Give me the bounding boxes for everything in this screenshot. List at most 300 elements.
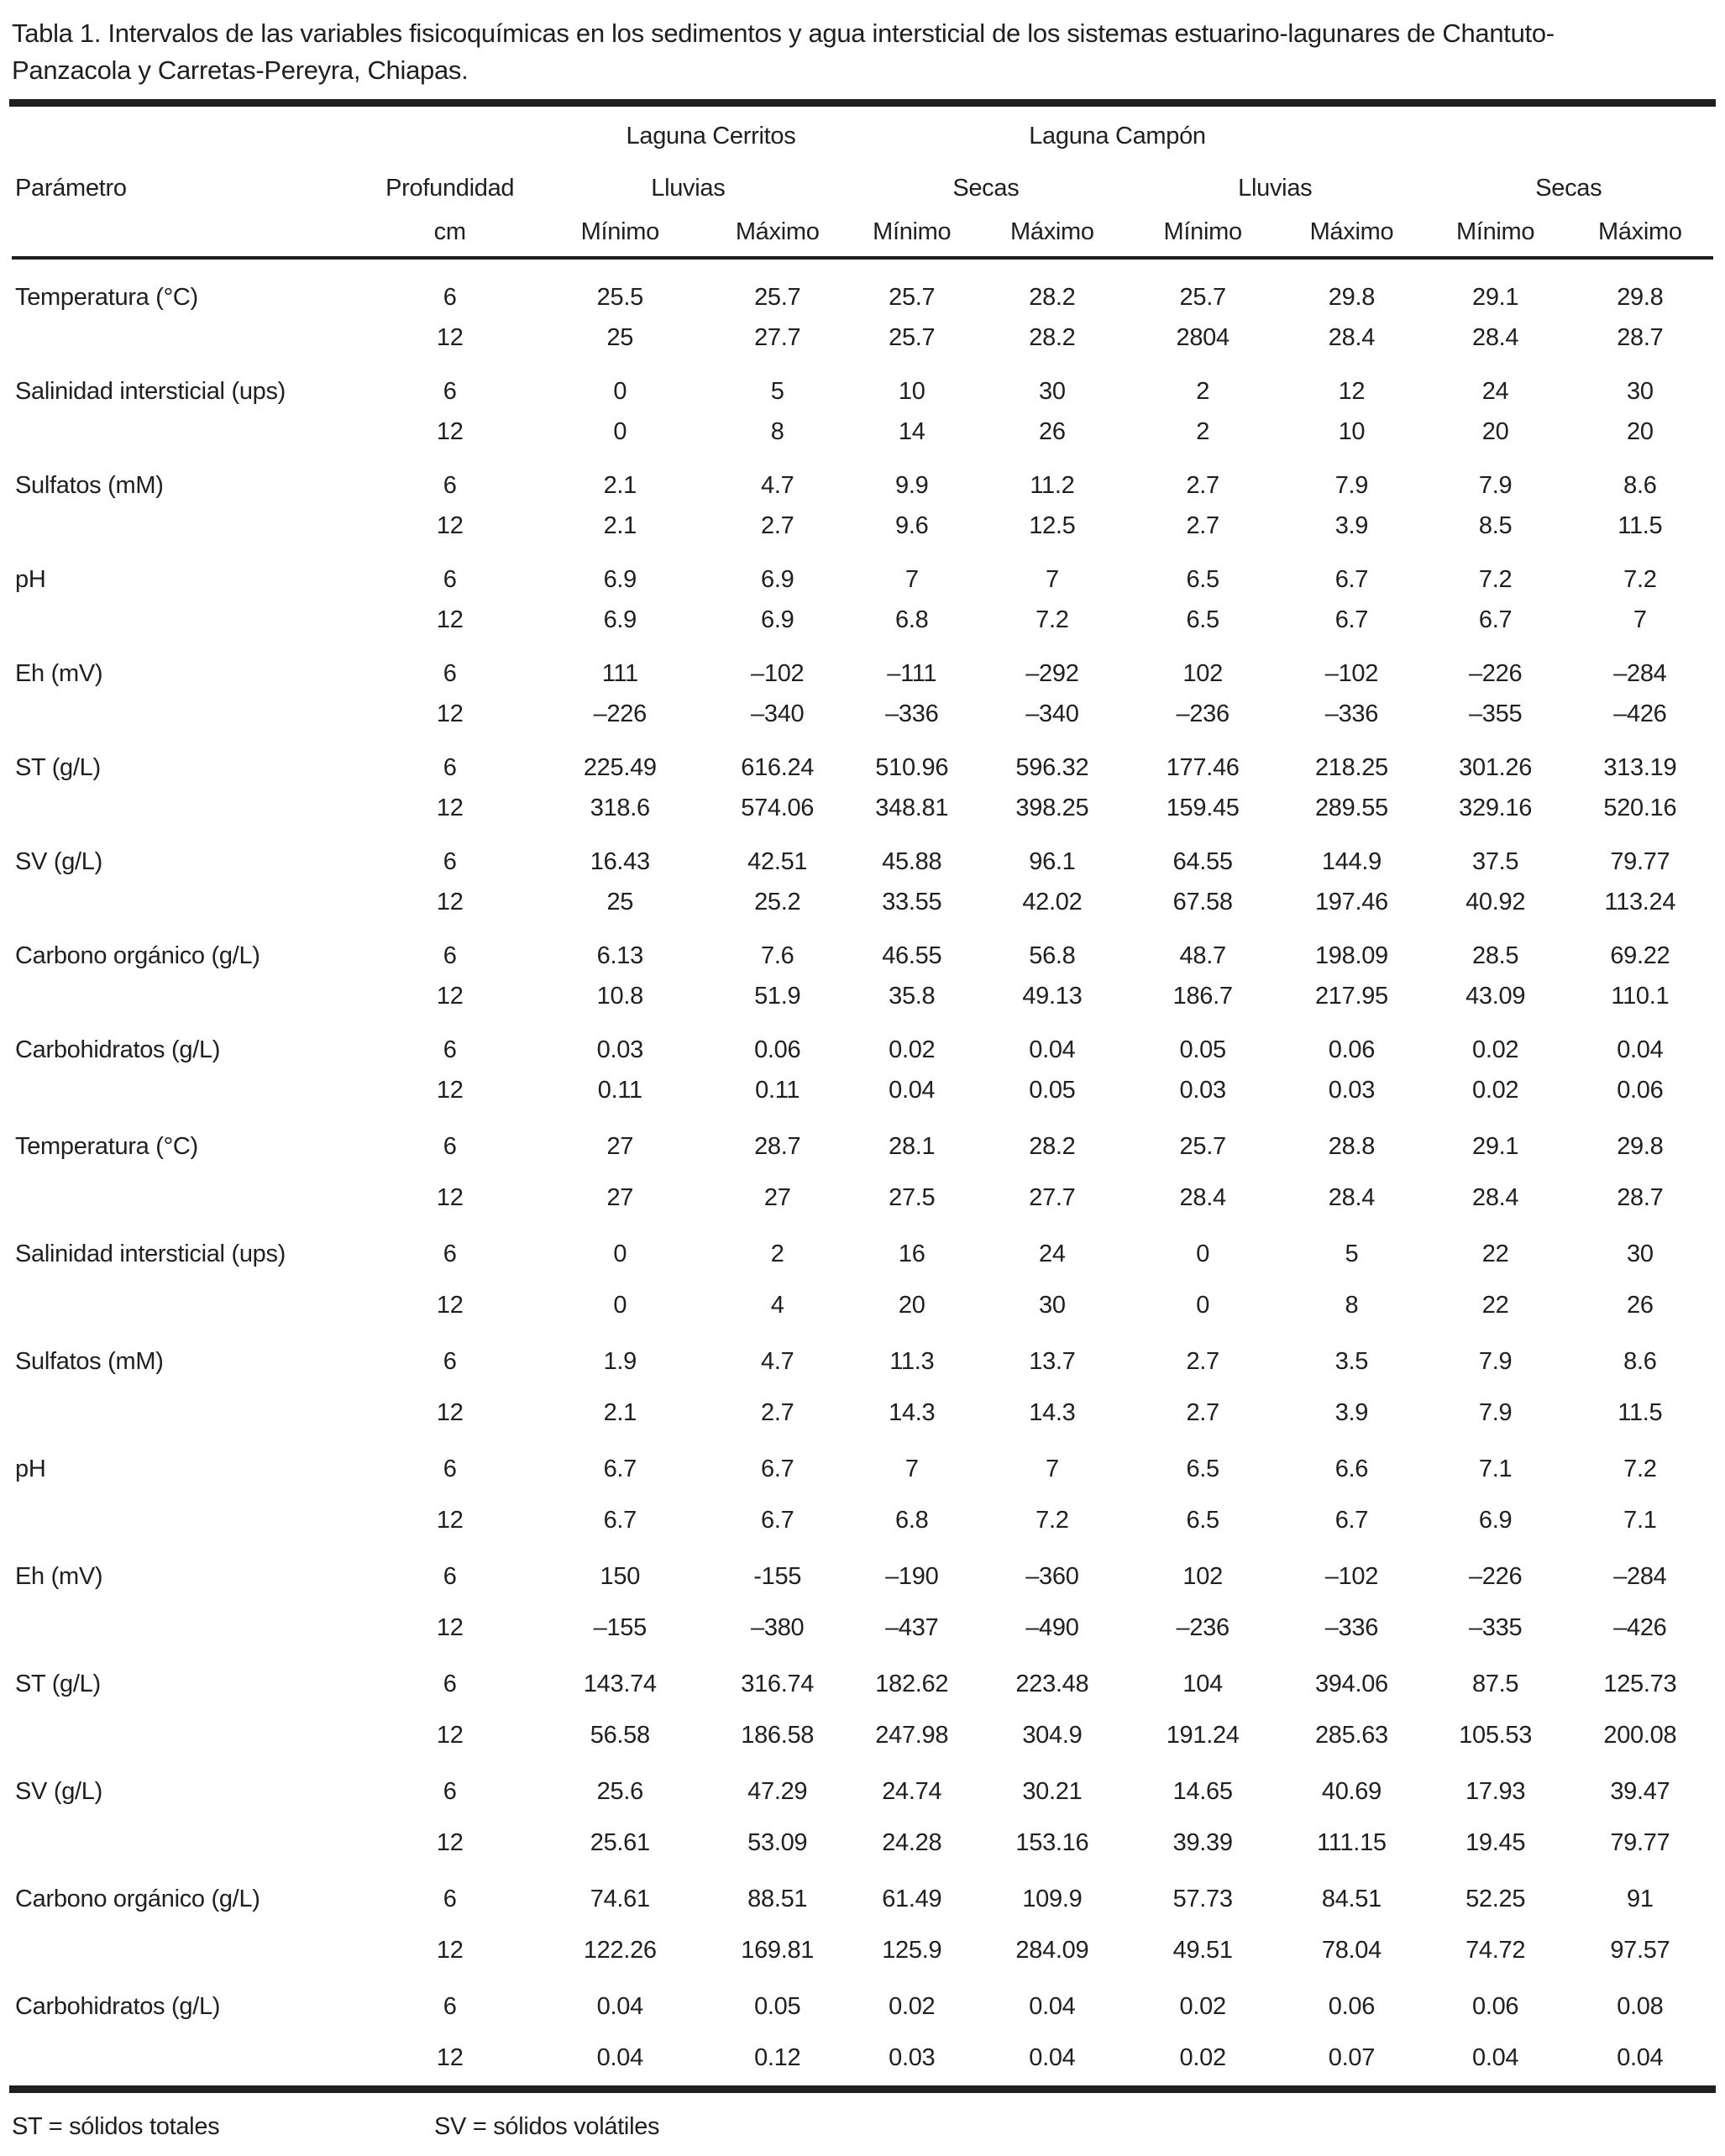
value-cell: 10 — [898, 378, 925, 405]
value-cell: 186.58 — [741, 1722, 815, 1749]
value-cell: –284 — [1613, 1563, 1667, 1590]
depth-cell: 6 — [443, 1778, 457, 1805]
depth-cell: 6 — [443, 1671, 457, 1697]
season-header-row — [12, 150, 1713, 202]
value-cell: 186.7 — [1172, 983, 1233, 1010]
value-cell: 2.7 — [760, 1399, 794, 1426]
value-cell: –111 — [887, 660, 937, 687]
value-cell: 33.55 — [882, 889, 942, 915]
value-cell: 109.9 — [1022, 1886, 1083, 1912]
depth-cell: 12 — [436, 1937, 464, 1964]
value-cell: 11.2 — [1030, 472, 1075, 499]
value-cell: 19.45 — [1465, 1829, 1526, 1856]
value-cell: 318.6 — [590, 795, 650, 821]
value-cell: 0.11 — [755, 1077, 800, 1104]
value-cell: 0.04 — [596, 2044, 643, 2071]
value-cell: 28.4 — [1471, 1184, 1519, 1211]
value-cell: 10 — [1338, 418, 1366, 445]
value-cell: 47.29 — [747, 1778, 808, 1805]
value-cell: 27.7 — [1029, 1184, 1076, 1211]
value-cell: 16.43 — [590, 848, 650, 875]
depth-cell: 6 — [443, 472, 457, 499]
value-cell: 6.7 — [603, 1456, 637, 1482]
table-row — [12, 1483, 1713, 1534]
value-cell: 111 — [601, 660, 638, 687]
depth-cell: 6 — [443, 1241, 457, 1267]
value-cell: 35.8 — [889, 983, 936, 1010]
value-cell: 3.9 — [1334, 1399, 1369, 1426]
value-cell: 8.6 — [1623, 472, 1657, 499]
value-cell: 12 — [1338, 378, 1366, 405]
param-cell: Salinidad intersticial (ups) — [15, 1241, 286, 1267]
table-row — [12, 1064, 1713, 1104]
season-header-lluvias-1: Lluvias — [651, 175, 726, 202]
value-cell: 144.9 — [1321, 848, 1382, 875]
value-cell: –190 — [885, 1563, 939, 1590]
value-cell: 30 — [1039, 1292, 1066, 1319]
depth-cell: 12 — [436, 889, 464, 915]
value-cell: 29.8 — [1328, 284, 1376, 311]
value-cell: –336 — [885, 700, 939, 727]
value-cell: 6.9 — [603, 606, 637, 633]
value-cell: 0.03 — [889, 2044, 936, 2071]
value-cell: 0.04 — [1029, 2044, 1076, 2071]
value-cell: 7 — [1045, 566, 1059, 593]
lagoon-cerritos-label: Laguna Cerritos — [626, 123, 796, 150]
table-row — [12, 1965, 1713, 2021]
table-row — [12, 406, 1713, 446]
value-cell: 0.05 — [754, 1993, 801, 2020]
value-cell: -155 — [753, 1563, 802, 1590]
value-cell: 25 — [606, 889, 634, 915]
value-cell: 1.9 — [603, 1348, 637, 1375]
value-cell: 52.25 — [1465, 1886, 1526, 1912]
data-table — [12, 107, 1713, 2072]
value-cell: 7.2 — [1036, 606, 1069, 633]
value-cell: 8.6 — [1623, 1348, 1657, 1375]
value-cell: 301.26 — [1459, 754, 1533, 781]
value-cell: 2.1 — [603, 1399, 637, 1426]
value-cell: 225.49 — [583, 754, 657, 781]
value-cell: 28.2 — [1029, 1133, 1076, 1160]
table-row — [12, 1642, 1713, 1698]
value-cell: 105.53 — [1459, 1722, 1533, 1749]
season-header-secas-2: Secas — [1535, 175, 1602, 202]
footnotes — [0, 2113, 1725, 2147]
value-cell: 7.9 — [1334, 472, 1369, 499]
value-cell: 3.5 — [1334, 1348, 1369, 1375]
value-cell: –340 — [751, 700, 805, 727]
value-cell: –226 — [1468, 1563, 1523, 1590]
value-cell: 247.98 — [875, 1722, 949, 1749]
value-cell: 2.7 — [1186, 1399, 1219, 1426]
depth-cell: 12 — [436, 1184, 464, 1211]
param-cell — [12, 688, 369, 728]
table-row — [12, 1913, 1713, 1965]
value-cell: 6.7 — [1334, 566, 1369, 593]
value-cell: 9.6 — [895, 512, 929, 539]
value-cell: 143.74 — [583, 1671, 657, 1697]
value-cell: 0.04 — [1029, 1036, 1076, 1063]
value-cell: 200.08 — [1603, 1722, 1677, 1749]
value-cell: 6.5 — [1186, 1507, 1219, 1534]
value-cell: 2 — [770, 1241, 784, 1267]
value-cell: –437 — [885, 1614, 939, 1641]
value-cell: 191.24 — [1166, 1722, 1240, 1749]
value-cell: 28.8 — [1328, 1133, 1376, 1160]
depth-cell: 12 — [436, 700, 464, 727]
min-header: Mínimo — [531, 202, 710, 258]
value-cell: 2.1 — [603, 472, 637, 499]
param-cell — [12, 1698, 369, 1749]
value-cell: 20 — [1627, 418, 1654, 445]
value-cell: 11.3 — [889, 1348, 935, 1375]
value-cell: 42.51 — [747, 848, 808, 875]
value-cell: 2.7 — [760, 512, 794, 539]
param-cell — [12, 1064, 369, 1104]
value-cell: 0.02 — [1471, 1036, 1519, 1063]
table-row — [12, 352, 1713, 406]
depth-cell: 6 — [443, 660, 457, 687]
value-cell: 40.69 — [1321, 1778, 1382, 1805]
value-cell: 153.16 — [1015, 1829, 1089, 1856]
value-cell: 348.81 — [875, 795, 949, 821]
value-cell: 0.08 — [1617, 1993, 1664, 2020]
spacer-cell — [12, 202, 369, 258]
value-cell: 0.06 — [754, 1036, 801, 1063]
param-cell — [12, 782, 369, 822]
value-cell: 0.04 — [889, 1077, 936, 1104]
table-row — [12, 1857, 1713, 1913]
table-row — [12, 1376, 1713, 1427]
depth-cell: 6 — [443, 1456, 457, 1482]
value-cell: 84.51 — [1321, 1886, 1382, 1912]
value-cell: 29.1 — [1471, 284, 1519, 311]
value-cell: 2.7 — [1186, 512, 1219, 539]
depth-cell: 12 — [436, 606, 464, 633]
table-row — [12, 688, 1713, 728]
value-cell: 0.06 — [1328, 1993, 1376, 2020]
table-row — [12, 1806, 1713, 1857]
table-row — [12, 1534, 1713, 1591]
param-cell: Sulfatos (mM) — [15, 1348, 164, 1375]
param-cell — [12, 1483, 369, 1534]
table-row — [12, 876, 1713, 916]
value-cell: 285.63 — [1314, 1722, 1388, 1749]
table-row — [12, 728, 1713, 782]
value-cell: 0.04 — [1471, 2044, 1519, 2071]
value-cell: 49.51 — [1172, 1937, 1233, 1964]
value-cell: 6.9 — [760, 606, 794, 633]
value-cell: 7 — [904, 1456, 919, 1482]
table-row — [12, 1749, 1713, 1806]
value-cell: –380 — [751, 1614, 805, 1641]
value-cell: 0.04 — [1029, 1993, 1076, 2020]
value-cell: 6.8 — [895, 606, 929, 633]
value-cell: 7.2 — [1478, 566, 1513, 593]
value-cell: 4 — [770, 1292, 784, 1319]
value-cell: 27 — [606, 1184, 634, 1211]
value-cell: 45.88 — [882, 848, 942, 875]
value-cell: 26 — [1039, 418, 1066, 445]
value-cell: 97.57 — [1610, 1937, 1670, 1964]
value-cell: 0.02 — [1471, 1077, 1519, 1104]
table-row — [12, 1212, 1713, 1268]
value-cell: 197.46 — [1314, 889, 1388, 915]
value-cell: 329.16 — [1459, 795, 1533, 821]
value-cell: 0.03 — [1328, 1077, 1376, 1104]
table-row — [12, 1591, 1713, 1642]
table-row — [12, 970, 1713, 1010]
value-cell: 6.9 — [1478, 1507, 1513, 1534]
value-cell: 25.61 — [590, 1829, 650, 1856]
depth-cell: 6 — [443, 1563, 457, 1590]
value-cell: 61.49 — [882, 1886, 942, 1912]
max-header: Máximo — [978, 202, 1126, 258]
lagoon-header-row — [12, 107, 1713, 150]
value-cell: 6.9 — [603, 566, 637, 593]
depth-cell: 12 — [436, 983, 464, 1010]
param-cell: SV (g/L) — [15, 1778, 102, 1805]
value-cell: –226 — [593, 700, 647, 727]
value-cell: 150 — [600, 1563, 641, 1590]
value-cell: 0.02 — [889, 1993, 936, 2020]
value-cell: 596.32 — [1015, 754, 1089, 781]
value-cell: 40.92 — [1465, 889, 1526, 915]
depth-cell: 12 — [436, 1722, 464, 1749]
value-cell: 125.73 — [1603, 1671, 1677, 1697]
param-cell: pH — [15, 566, 46, 593]
value-cell: 22 — [1481, 1241, 1509, 1267]
value-cell: 169.81 — [741, 1937, 815, 1964]
value-cell: 28.2 — [1029, 324, 1076, 351]
value-cell: 22 — [1481, 1292, 1509, 1319]
value-cell: 29.8 — [1617, 284, 1664, 311]
value-cell: 313.19 — [1603, 754, 1677, 781]
value-cell: 28.7 — [754, 1133, 801, 1160]
value-cell: 28.4 — [1471, 324, 1519, 351]
value-cell: 0.07 — [1328, 2044, 1376, 2071]
value-cell: 27 — [763, 1184, 791, 1211]
value-cell: 110.1 — [1611, 983, 1670, 1010]
table-row — [12, 822, 1713, 876]
value-cell: 14 — [898, 418, 925, 445]
value-cell: 0.05 — [1179, 1036, 1226, 1063]
param-cell — [12, 876, 369, 916]
value-cell: 6.13 — [596, 942, 643, 969]
value-cell: 177.46 — [1166, 754, 1240, 781]
value-cell: 46.55 — [882, 942, 942, 969]
value-cell: 30 — [1627, 1241, 1654, 1267]
value-cell: –426 — [1613, 700, 1667, 727]
value-cell: 91 — [1627, 1886, 1654, 1912]
value-cell: –226 — [1468, 660, 1523, 687]
value-cell: 6.7 — [1478, 606, 1513, 633]
param-cell: Sulfatos (mM) — [15, 472, 164, 499]
param-cell — [12, 1591, 369, 1642]
value-cell: 5 — [770, 378, 784, 405]
value-cell: 113.24 — [1604, 889, 1676, 915]
value-cell: 4.7 — [760, 1348, 794, 1375]
value-cell: 574.06 — [741, 795, 815, 821]
param-cell: ST (g/L) — [15, 1671, 101, 1697]
value-cell: 3.9 — [1334, 512, 1369, 539]
depth-cell: 12 — [436, 795, 464, 821]
param-cell — [12, 1376, 369, 1427]
title-line-1: Tabla 1. Intervalos de las variables fisicoquímicas en los sedimentos y agua intersticial de los sistemas estuarino-lagunares de Chantuto- — [12, 18, 1555, 48]
value-cell: 67.58 — [1172, 889, 1233, 915]
value-cell: 8 — [770, 418, 784, 445]
param-cell: ST (g/L) — [15, 754, 101, 781]
value-cell: 7 — [1633, 606, 1647, 633]
value-cell: 49.13 — [1022, 983, 1083, 1010]
value-cell: 0 — [613, 418, 627, 445]
value-cell: 87.5 — [1471, 1671, 1519, 1697]
depth-cell: 12 — [436, 1507, 464, 1534]
value-cell: 6.6 — [1334, 1456, 1369, 1482]
param-cell — [12, 1913, 369, 1965]
value-cell: 520.16 — [1603, 795, 1677, 821]
depth-cell: 6 — [443, 1993, 457, 2020]
value-cell: 0.12 — [754, 2044, 801, 2071]
depth-cell: 12 — [436, 512, 464, 539]
value-cell: 7.9 — [1478, 472, 1513, 499]
value-cell: 0 — [1196, 1241, 1210, 1267]
value-cell: –360 — [1025, 1563, 1079, 1590]
param-cell: Carbono orgánico (g/L) — [15, 942, 260, 969]
table-row — [12, 2021, 1713, 2072]
bottom-rule — [9, 2085, 1716, 2093]
value-cell: 30 — [1627, 378, 1654, 405]
table-row — [12, 634, 1713, 688]
value-cell: 57.73 — [1172, 1886, 1233, 1912]
param-cell: SV (g/L) — [15, 848, 102, 875]
value-cell: 25 — [606, 324, 634, 351]
value-cell: 74.72 — [1465, 1937, 1526, 1964]
table-row — [12, 258, 1713, 312]
value-cell: 6.7 — [1334, 606, 1369, 633]
param-cell — [12, 1268, 369, 1319]
value-cell: 25.7 — [1179, 1133, 1226, 1160]
table-row — [12, 1427, 1713, 1483]
value-cell: –102 — [1324, 660, 1379, 687]
value-cell: 14.65 — [1172, 1778, 1233, 1805]
param-cell: Temperatura (°C) — [15, 284, 198, 311]
depth-header: Profundidad — [385, 175, 515, 202]
value-cell: 30 — [1039, 378, 1066, 405]
param-cell: pH — [15, 1456, 46, 1482]
value-cell: –426 — [1613, 1614, 1667, 1641]
value-cell: 223.48 — [1015, 1671, 1089, 1697]
value-cell: 51.9 — [754, 983, 801, 1010]
depth-cell: 6 — [443, 566, 457, 593]
value-cell: 78.04 — [1321, 1937, 1382, 1964]
value-cell: 316.74 — [741, 1671, 815, 1697]
lagoon-campon-label: Laguna Campón — [1029, 123, 1206, 150]
table-row — [12, 312, 1713, 352]
value-cell: 24 — [1481, 378, 1509, 405]
param-cell: Salinidad intersticial (ups) — [15, 378, 286, 405]
param-cell — [12, 970, 369, 1010]
value-cell: 2 — [1196, 378, 1210, 405]
value-cell: 25.2 — [754, 889, 801, 915]
table-row — [12, 1010, 1713, 1064]
value-cell: –355 — [1468, 700, 1523, 727]
table-row — [12, 1698, 1713, 1749]
value-cell: 510.96 — [875, 754, 949, 781]
value-cell: 20 — [898, 1292, 925, 1319]
param-cell — [12, 1806, 369, 1857]
value-cell: 6.7 — [1334, 1507, 1369, 1534]
value-cell: 28.7 — [1617, 1184, 1664, 1211]
minmax-header-row — [12, 202, 1713, 258]
param-cell: Carbohidratos (g/L) — [15, 1993, 221, 2020]
value-cell: 6.5 — [1186, 1456, 1219, 1482]
depth-cell: 6 — [443, 1036, 457, 1063]
depth-cell: 6 — [443, 942, 457, 969]
value-cell: 6.8 — [895, 1507, 929, 1534]
value-cell: 28.5 — [1471, 942, 1519, 969]
depth-cell: 6 — [443, 1133, 457, 1160]
value-cell: 27 — [606, 1133, 634, 1160]
value-cell: 25.7 — [889, 324, 936, 351]
depth-cell: 6 — [443, 1348, 457, 1375]
value-cell: 10.8 — [596, 983, 643, 1010]
value-cell: –340 — [1025, 700, 1079, 727]
value-cell: 398.25 — [1015, 795, 1089, 821]
value-cell: 7.1 — [1478, 1456, 1513, 1482]
value-cell: 74.61 — [590, 1886, 650, 1912]
min-header: Mínimo — [1126, 202, 1279, 258]
value-cell: 0 — [1196, 1292, 1210, 1319]
value-cell: 0.05 — [1029, 1077, 1076, 1104]
value-cell: –284 — [1613, 660, 1667, 687]
value-cell: 0.06 — [1328, 1036, 1376, 1063]
value-cell: 27.5 — [889, 1184, 936, 1211]
value-cell: 0.06 — [1471, 1993, 1519, 2020]
value-cell: 25.7 — [754, 284, 801, 311]
value-cell: –292 — [1025, 660, 1079, 687]
value-cell: 25.5 — [596, 284, 643, 311]
value-cell: 2 — [1196, 418, 1210, 445]
value-cell: 96.1 — [1029, 848, 1076, 875]
footnote-sv: SV = sólidos volátiles — [434, 2113, 660, 2140]
depth-cell: 6 — [443, 848, 457, 875]
depth-cell: 12 — [436, 1614, 464, 1641]
top-rule — [9, 99, 1716, 107]
value-cell: 24.28 — [882, 1829, 942, 1856]
value-cell: –490 — [1025, 1614, 1079, 1641]
value-cell: 30.21 — [1022, 1778, 1083, 1805]
value-cell: 102 — [1182, 1563, 1223, 1590]
value-cell: 28.4 — [1328, 324, 1376, 351]
table-row — [12, 1268, 1713, 1319]
value-cell: 104 — [1182, 1671, 1223, 1697]
value-cell: 218.25 — [1314, 754, 1388, 781]
value-cell: 7.2 — [1623, 1456, 1657, 1482]
value-cell: 0 — [613, 1241, 627, 1267]
value-cell: 7.2 — [1623, 566, 1657, 593]
depth-cell: 12 — [436, 418, 464, 445]
value-cell: 26 — [1627, 1292, 1654, 1319]
max-header: Máximo — [1567, 202, 1713, 258]
param-cell: Carbono orgánico (g/L) — [15, 1886, 260, 1912]
value-cell: 17.93 — [1465, 1778, 1526, 1805]
table-row — [12, 1161, 1713, 1212]
value-cell: 25.7 — [1179, 284, 1226, 311]
value-cell: 289.55 — [1314, 795, 1388, 821]
param-cell — [12, 1161, 369, 1212]
